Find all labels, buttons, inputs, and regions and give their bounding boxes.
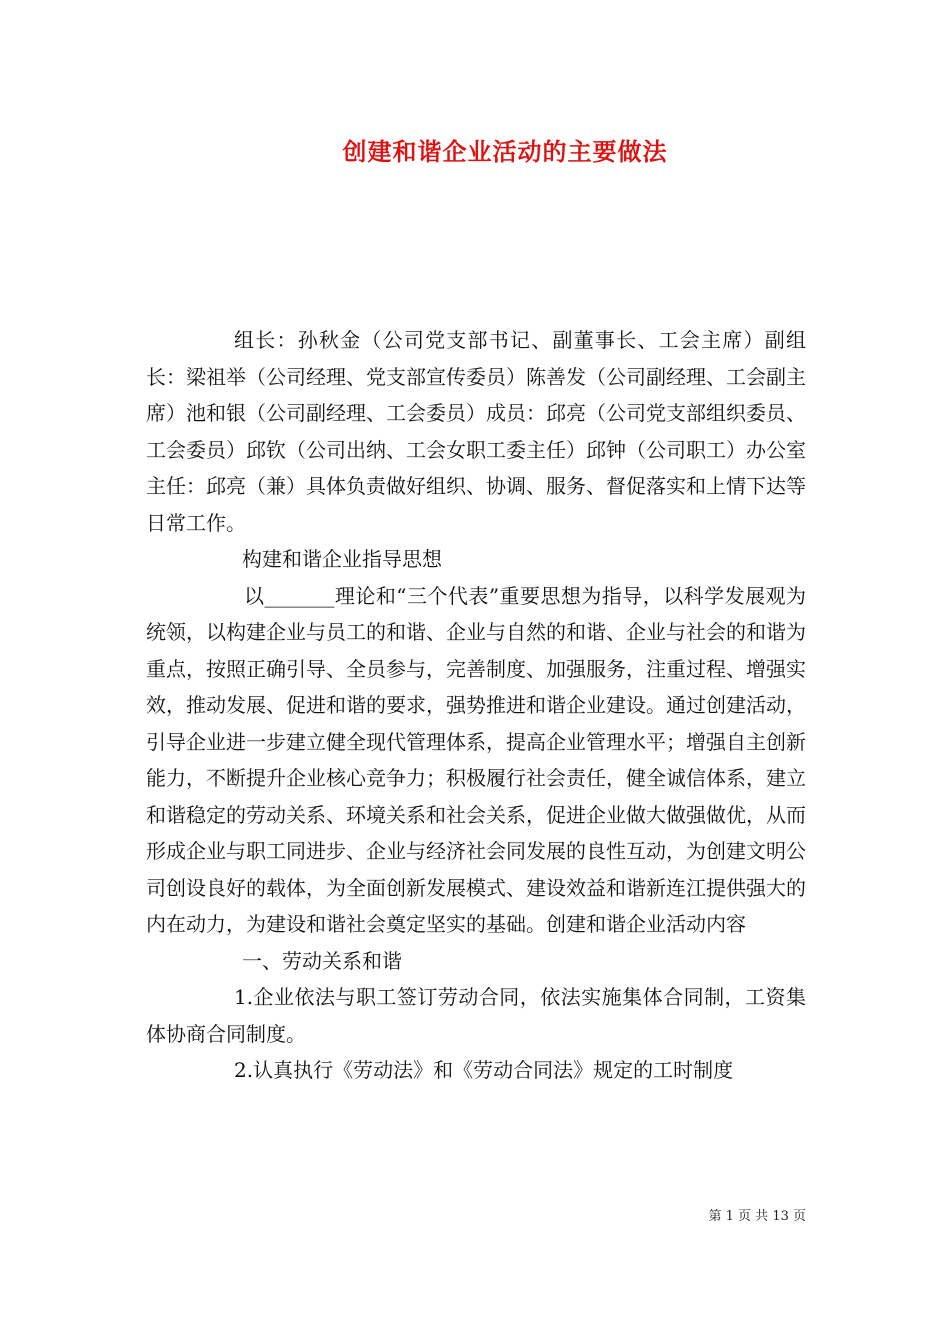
section-heading-guiding-ideology: 构建和谐企业指导思想 (242, 547, 442, 571)
paragraph-guiding-ideology: 以_______理论和“三个代表”重要思想为指导，以科学发展观为统领，以构建企业与员工的和谐、企业与自然的和谐、企业与社会的和谐为重点，按照正确引导、全员参与，完善制度、加强服务，注重过程、增强实效，推动发展、促进和谐的要求，强势推进和谐企业建设。通过创建活动，引导企业进一步建立健全现代管理体系，提高企业管理水平；增强自主创新能力，不断提升企业核心竞争力；积极履行社会责任，健全诚信体系，建立和谐稳定的劳动关系、环境关系和社会关系，促进企业做大做强做优，从而形成企业与职工同进步、企业与经济社会同发展的良性互动，为创建文明公司创设良好的载体，为全面创新发展模式、建设效益和谐新连江提供强大的内在动力，为建设和谐社会奠定坚实的基础。创建和谐企业活动内容 (146, 583, 806, 936)
section-heading-labor-relations: 一、劳动关系和谐 (242, 948, 402, 973)
paragraph-leadership-group: 组长：孙秋金（公司党支部书记、副董事长、工会主席）副组长：梁祖举（公司经理、党支部宣传委员）陈善发（公司副经理、工会副主席）池和银（公司副经理、工会委员）成员：邱亮（公司党支部组织委员、工会委员）邱钦（公司出纳、工会女职工委主任）邱钟（公司职工）办公室主任：邱亮（兼）具体负责做好组织、协调、服务、督促落实和上情下达等日常工作。 (146, 328, 806, 535)
list-item-working-hours: 2.认真执行《劳动法》和《劳动合同法》规定的工时制度 (234, 1058, 734, 1082)
page-number: 第 1 页 共 13 页 (708, 1209, 806, 1224)
list-item-labor-contract: 1.企业依法与职工签订劳动合同，依法实施集体合同制，工资集体协商合同制度。 (146, 985, 806, 1046)
document-title: 创建和谐企业活动的主要做法 (342, 137, 668, 166)
document-body (146, 322, 806, 1089)
